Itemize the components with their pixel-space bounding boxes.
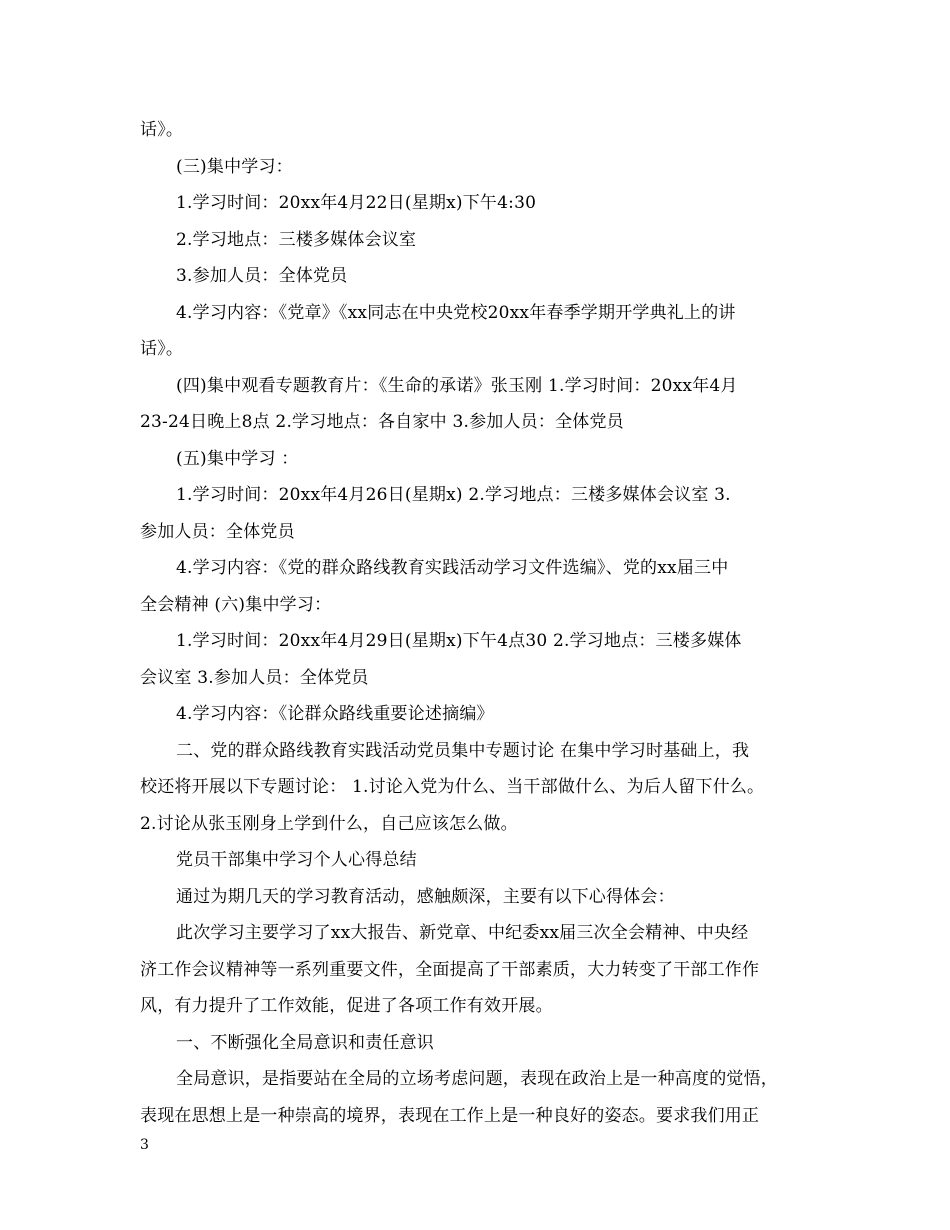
text-line: 2.讨论从张玉刚身上学到什么，自己应该怎么做。 xyxy=(140,813,518,834)
text-line: 通过为期几天的学习教育活动，感触颇深，主要有以下心得体会： xyxy=(176,886,675,907)
text-line: (四)集中观看专题教育片：《生命的承诺》张玉刚 1.学习时间：20xx年4月 xyxy=(176,375,738,396)
text-line: 3.参加人员：全体党员 xyxy=(176,266,348,286)
text-line: 1.学习时间：20xx年4月26日(星期x) 2.学习地点：三楼多媒体会议室 3. xyxy=(176,485,731,505)
text-line: 话》。 xyxy=(140,120,184,140)
text-line: (五)集中学习 ： xyxy=(176,448,299,469)
body-text xyxy=(140,112,830,1134)
text-line: 此次学习主要学习了xx大报告、新党章、中纪委xx届三次全会精神、中央经 xyxy=(176,923,749,943)
text-line: 23-24日晚上8点 2.学习地点：各自家中 3.参加人员：全体党员 xyxy=(140,412,624,432)
text-line: 表现在思想上是一种崇高的境界，表现在工作上是一种良好的姿态。要求我们用正 xyxy=(140,1105,760,1126)
page-number: 3 xyxy=(140,1137,149,1153)
text-line: 4.学习内容：《论群众路线重要论述摘编》 xyxy=(176,704,494,724)
text-line: 话》。 xyxy=(140,339,184,359)
text-line: (三)集中学习： xyxy=(176,156,293,177)
text-line: 参加人员：全体党员 xyxy=(140,521,295,542)
text-line: 校还将开展以下专题讨论： 1.讨论入党为什么、当干部做什么、为后人留下什么。 xyxy=(140,777,765,797)
text-line: 4.学习内容：《党的群众路线教育实践活动学习文件选编》、党的xx届三中 xyxy=(176,558,729,578)
text-line: 1.学习时间：20xx年4月22日(星期x)下午4:30 xyxy=(176,193,537,213)
text-line: 党员干部集中学习个人心得总结 xyxy=(176,850,417,870)
text-line: 2.学习地点：三楼多媒体会议室 xyxy=(176,229,417,250)
text-line: 风，有力提升了工作效能，促进了各项工作有效开展。 xyxy=(140,996,553,1016)
text-line: 全会精神 (六)集中学习： xyxy=(140,594,332,615)
text-line: 1.学习时间：20xx年4月29日(星期x)下午4点30 2.学习地点：三楼多媒体 xyxy=(176,631,742,651)
text-line: 济工作会议精神等一系列重要文件，全面提高了干部素质，大力转变了干部工作作 xyxy=(140,959,760,980)
text-line: 二、党的群众路线教育实践活动党员集中专题讨论 在集中学习时基础上，我 xyxy=(176,740,750,761)
text-line: 一、不断强化全局意识和责任意识 xyxy=(176,1032,434,1053)
text-line: 4.学习内容：《党章》《xx同志在中央党校20xx年春季学期开学典礼上的讲 xyxy=(176,302,736,323)
text-line: 全局意识，是指要站在全局的立场考虑问题，表现在政治上是一种高度的觉悟， xyxy=(176,1069,778,1089)
text-line: 会议室 3.参加人员：全体党员 xyxy=(140,667,369,688)
